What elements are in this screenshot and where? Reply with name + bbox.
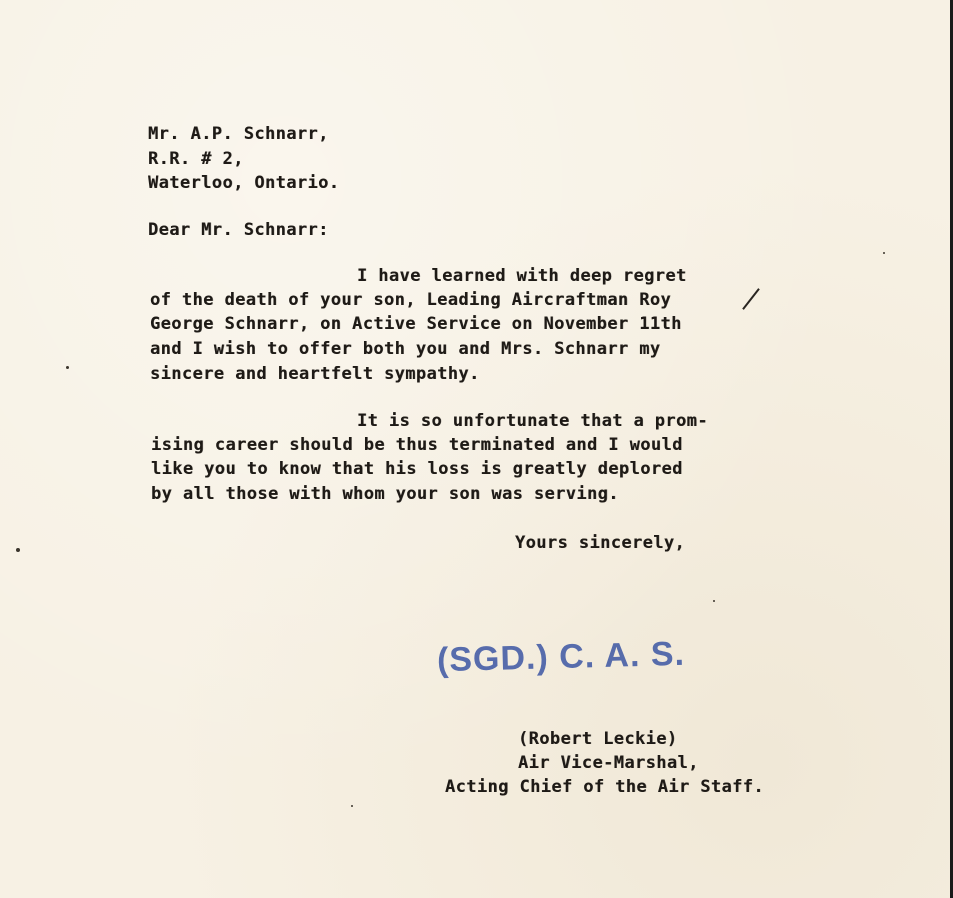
paper-speck xyxy=(883,252,885,254)
signatory-name: (Robert Leckie) xyxy=(518,729,678,749)
recipient-city: Waterloo, Ontario. xyxy=(148,173,340,193)
paper-speck xyxy=(713,600,715,602)
paper-speck xyxy=(66,366,69,369)
paragraph2-line3: like you to know that his loss is greatly deplored xyxy=(151,459,683,479)
recipient-route: R.R. # 2, xyxy=(148,149,244,169)
paragraph2-line1: It is so unfortunate that a prom- xyxy=(357,411,708,431)
paragraph1-line4: and I wish to offer both you and Mrs. Schnarr my xyxy=(150,339,661,359)
signatory-title: Acting Chief of the Air Staff. xyxy=(445,777,765,797)
paper-speck xyxy=(16,548,20,552)
salutation: Dear Mr. Schnarr: xyxy=(148,220,329,240)
paragraph1-line5: sincere and heartfelt sympathy. xyxy=(150,364,480,384)
paragraph1-line2: of the death of your son, Leading Aircraftman Roy xyxy=(150,290,672,310)
signature-stamp: (SGD.) C. A. S. xyxy=(436,634,686,680)
paragraph2-line4: by all those with whom your son was serving. xyxy=(151,484,619,504)
paragraph1-line3: George Schnarr, on Active Service on November 11th xyxy=(150,314,682,334)
paper-speck xyxy=(351,805,353,807)
paragraph2-line2: ising career should be thus terminated and I would xyxy=(151,435,683,455)
signatory-rank: Air Vice-Marshal, xyxy=(518,753,699,773)
pen-tick-mark xyxy=(742,288,760,310)
paragraph1-line1: I have learned with deep regret xyxy=(357,266,687,286)
recipient-name: Mr. A.P. Schnarr, xyxy=(148,124,329,144)
closing: Yours sincerely, xyxy=(515,533,686,553)
